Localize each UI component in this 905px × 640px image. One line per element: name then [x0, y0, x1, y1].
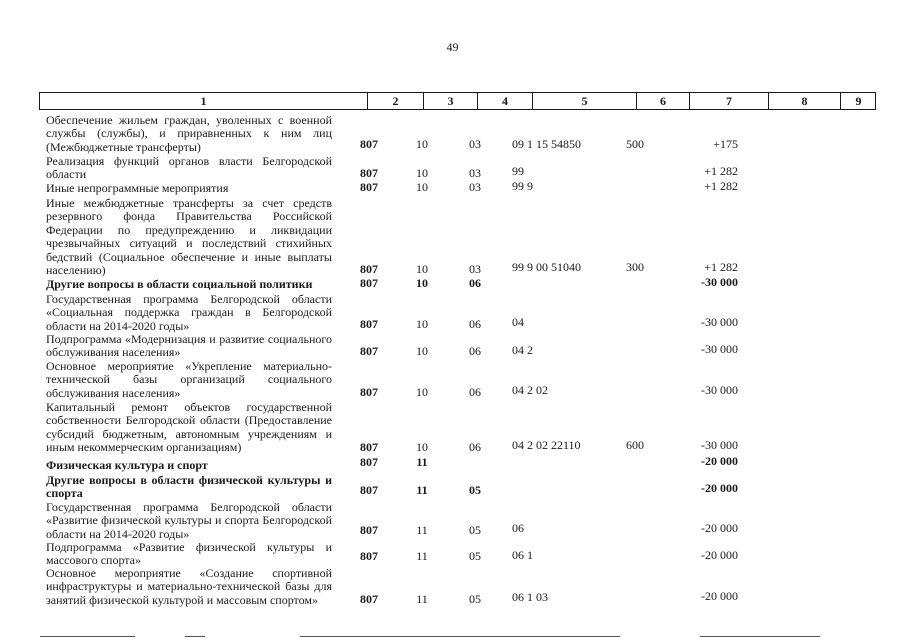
row-subsection-code: 05	[469, 523, 481, 537]
row-target-item-code: 04 2 02 22110	[512, 438, 581, 452]
row-section-code: 10	[416, 137, 428, 151]
row-section-code: 10	[416, 344, 428, 358]
row-section-code: 11	[416, 455, 428, 469]
row-amount: -20 000	[701, 454, 738, 468]
row-section-code: 10	[416, 276, 428, 290]
row-description: Иные непрограммные мероприятия	[46, 181, 229, 195]
page-number: 49	[446, 40, 459, 54]
row-target-item-code: 99 9 00 51040	[512, 260, 581, 274]
row-ved-code: 807	[360, 180, 378, 194]
row-target-item-code: 04 2 02	[512, 383, 548, 397]
row-subsection-code: 06	[469, 276, 481, 290]
header-col-4: 4	[477, 93, 532, 109]
row-expense-type-code: 500	[626, 137, 644, 151]
row-ved-code: 807	[360, 592, 378, 606]
row-subsection-code: 06	[469, 440, 481, 454]
row-amount: -30 000	[701, 342, 738, 356]
row-section-code: 10	[416, 166, 428, 180]
row-section-code: 11	[416, 483, 428, 497]
row-description: Государственная программа Белгородской области «Развитие физической культуры и спорта Белгородской области на 2014-2020 годы»	[46, 500, 332, 541]
row-section-code: 10	[416, 180, 428, 194]
scan-mark	[700, 636, 820, 637]
row-amount: -30 000	[701, 383, 738, 397]
row-ved-code: 807	[360, 385, 378, 399]
row-subsection-code: 03	[469, 262, 481, 276]
row-subsection-code: 03	[469, 180, 481, 194]
row-section-code: 10	[416, 440, 428, 454]
row-ved-code: 807	[360, 276, 378, 290]
row-amount: -20 000	[701, 548, 738, 562]
scan-mark	[185, 636, 205, 637]
row-ved-code: 807	[360, 483, 378, 497]
row-amount: -20 000	[701, 589, 738, 603]
row-section-code: 11	[416, 523, 428, 537]
row-amount: +175	[713, 137, 738, 151]
row-description: Государственная программа Белгородской области «Социальная поддержка граждан в Белгородской области на 2014-2020 годы»	[46, 292, 332, 333]
scan-edge-marks	[0, 632, 905, 640]
row-subsection-code: 06	[469, 385, 481, 399]
row-section-code: 11	[416, 549, 428, 563]
row-subsection-code: 06	[469, 317, 481, 331]
row-description: Подпрограмма «Модернизация и развитие социального обслуживания населения»	[46, 332, 332, 360]
row-target-item-code: 04 2	[512, 343, 533, 357]
header-col-8: 8	[768, 93, 840, 109]
row-ved-code: 807	[360, 523, 378, 537]
row-target-item-code: 04	[512, 315, 524, 329]
header-col-2: 2	[367, 93, 423, 109]
row-description: Капитальный ремонт объектов государственной собственности Белгородской области (Предоставление субсидий бюджетным, автономным учреждениям и иным некоммерческим организациям)	[46, 400, 332, 455]
row-description: Основное мероприятие «Создание спортивной инфраструктуры и материально-технической базы для занятий физической культурой и массовым спортом»	[46, 566, 332, 607]
scan-mark	[40, 636, 135, 637]
header-col-1: 1	[200, 94, 207, 108]
row-ved-code: 807	[360, 549, 378, 563]
row-description: Иные межбюджетные трансферты за счет средств резервного фонда Правительства Российской Федерации по предупреждению и ликвидации чрезвычайных ситуаций и последствий стихийных бедствий (Социальное обеспечение и иные выплаты населению)	[46, 196, 332, 278]
row-amount: -30 000	[701, 315, 738, 329]
row-amount: +1 282	[704, 179, 738, 193]
row-amount: +1 282	[704, 164, 738, 178]
header-col-6: 6	[636, 93, 689, 109]
row-target-item-code: 06 1 03	[512, 590, 548, 604]
row-section-code: 11	[416, 592, 428, 606]
row-description: Основное мероприятие «Укрепление материально-технической базы организаций социального обслуживания населения»	[46, 359, 332, 400]
header-col-7: 7	[689, 93, 768, 109]
row-description: Другие вопросы в области социальной политики	[46, 277, 313, 291]
row-amount: -20 000	[701, 521, 738, 535]
row-amount: +1 282	[704, 260, 738, 274]
row-amount: -20 000	[701, 481, 738, 495]
row-subsection-code: 05	[469, 549, 481, 563]
row-subsection-code: 03	[469, 166, 481, 180]
header-col-3: 3	[423, 93, 477, 109]
table-header	[39, 92, 876, 110]
row-section-code: 10	[416, 317, 428, 331]
row-target-item-code: 09 1 15 54850	[512, 137, 581, 151]
row-amount: -30 000	[701, 275, 738, 289]
row-subsection-code: 03	[469, 137, 481, 151]
row-ved-code: 807	[360, 344, 378, 358]
row-description: Подпрограмма «Развитие физической культуры и массового спорта»	[46, 540, 332, 568]
row-target-item-code: 06	[512, 521, 524, 535]
row-target-item-code: 99	[512, 164, 524, 178]
row-section-code: 10	[416, 385, 428, 399]
header-col-9: 9	[840, 93, 876, 109]
row-expense-type-code: 300	[626, 260, 644, 274]
row-ved-code: 807	[360, 166, 378, 180]
row-subsection-code: 05	[469, 483, 481, 497]
scan-mark	[300, 636, 620, 637]
row-subsection-code: 05	[469, 592, 481, 606]
row-subsection-code: 06	[469, 344, 481, 358]
row-expense-type-code: 600	[626, 438, 644, 452]
row-ved-code: 807	[360, 137, 378, 151]
row-target-item-code: 06 1	[512, 548, 533, 562]
row-description: Реализация функций органов власти Белгородской области	[46, 154, 332, 182]
row-ved-code: 807	[360, 455, 378, 469]
header-col-5: 5	[532, 93, 636, 109]
row-ved-code: 807	[360, 440, 378, 454]
row-amount: -30 000	[701, 438, 738, 452]
row-ved-code: 807	[360, 317, 378, 331]
row-description: Обеспечение жильем граждан, уволенных с военной службы (службы), и приравненных к ним лиц (Межбюджетные трансферты)	[46, 113, 332, 154]
row-description: Физическая культура и спорт	[46, 458, 208, 472]
row-ved-code: 807	[360, 262, 378, 276]
row-description: Другие вопросы в области физической культуры и спорта	[46, 473, 332, 501]
row-section-code: 10	[416, 262, 428, 276]
row-target-item-code: 99 9	[512, 179, 533, 193]
